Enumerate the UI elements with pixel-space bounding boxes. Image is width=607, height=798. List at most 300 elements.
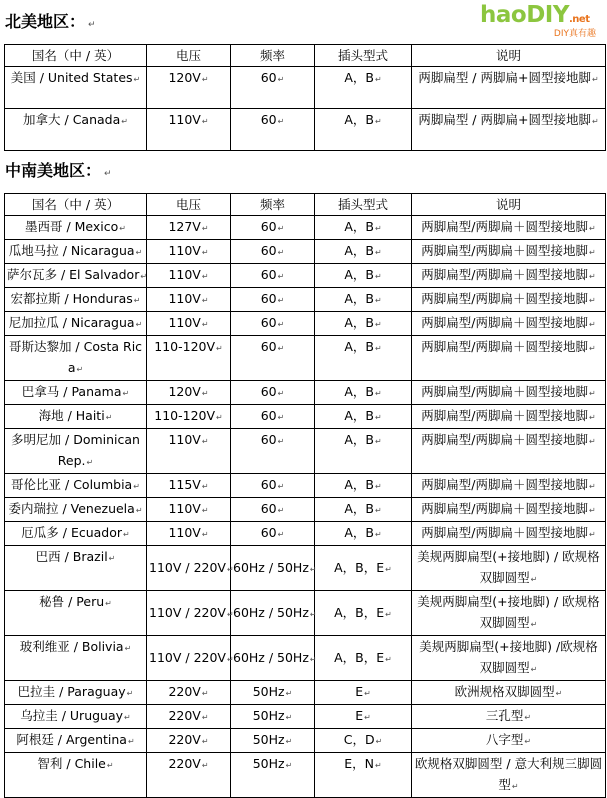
note-text: 两脚扁型/两脚扁＋圆型接地脚	[421, 219, 588, 234]
note-cell	[412, 474, 606, 498]
return-mark-icon: ↵	[589, 320, 596, 329]
voltage-cell	[147, 381, 231, 405]
table-row	[5, 381, 606, 405]
plug-type-cell	[315, 336, 412, 381]
country-cell	[5, 405, 147, 429]
country-cell	[5, 429, 147, 474]
logo-tagline: DIY真有趣	[553, 29, 596, 39]
country-text: 巴拿马 / Panama	[21, 384, 122, 399]
voltage-text: 220V	[168, 756, 201, 771]
country-text: 多明尼加 / Dominican Rep.	[11, 432, 140, 468]
country-text: 海地 / Haiti	[38, 408, 105, 423]
frequency-cell	[231, 681, 315, 705]
country-cell	[5, 498, 147, 522]
return-mark-icon: ↵	[201, 482, 209, 491]
plug-type-text: A，B	[344, 243, 374, 258]
voltage-text: 115V	[168, 477, 201, 492]
country-text: 哥斯达黎加 / Costa Rica	[8, 339, 143, 375]
frequency-text: 60	[260, 339, 277, 354]
note-text: 美规两脚扁型(+接地脚) / 欧规格双脚圆型	[417, 594, 600, 630]
return-mark-icon: ↵	[124, 713, 131, 722]
plug-type-text: A，B	[344, 501, 374, 516]
frequency-cell	[231, 288, 315, 312]
return-mark-icon: ↵	[374, 296, 382, 305]
frequency-cell	[231, 522, 315, 546]
frequency-text: 50Hz	[252, 756, 285, 771]
country-cell	[5, 636, 147, 681]
country-cell	[5, 546, 147, 591]
table-row	[5, 288, 606, 312]
return-mark-icon: ↵	[277, 344, 285, 353]
plug-type-text: A，B，E	[334, 604, 385, 620]
note-text: 两脚扁型/两脚扁＋圆型接地脚	[421, 291, 588, 306]
return-mark-icon: ↵	[277, 506, 285, 515]
return-mark-icon: ↵	[589, 506, 596, 515]
frequency-cell	[231, 312, 315, 336]
frequency-text: 60	[260, 384, 277, 399]
return-mark-icon: ↵	[589, 344, 596, 353]
plug-type-text: A，B	[344, 432, 374, 447]
note-cell	[412, 705, 606, 729]
frequency-text: 60	[260, 70, 277, 85]
return-mark-icon: ↵	[201, 248, 209, 257]
return-mark-icon: ↵	[589, 248, 596, 257]
voltage-cell	[147, 109, 231, 151]
table-row	[5, 109, 606, 151]
voltage-cell	[147, 474, 231, 498]
column-header: 插头型式	[315, 45, 412, 67]
frequency-cell	[231, 729, 315, 753]
country-text: 墨西哥 / Mexico	[24, 219, 119, 234]
return-mark-icon: ↵	[105, 413, 113, 422]
country-cell	[5, 381, 147, 405]
plug-type-text: A，B，E	[334, 649, 385, 665]
return-mark-icon: ↵	[375, 761, 382, 770]
frequency-text: 60	[260, 267, 277, 282]
return-mark-icon: ↵	[555, 689, 563, 698]
voltage-text: 110V / 220V	[149, 559, 226, 575]
plug-type-cell	[315, 67, 412, 109]
voltage-cell	[147, 522, 231, 546]
section-title-north-america	[5, 12, 96, 35]
frequency-text: 50Hz	[252, 708, 285, 723]
plug-type-text: A，B	[344, 384, 374, 399]
country-text: 萨尔瓦多 / El Salvador	[7, 267, 140, 282]
note-cell	[412, 498, 606, 522]
country-text: 尼加拉瓜 / Nicaragua	[8, 315, 135, 330]
column-header: 国名（中 / 英）	[5, 194, 147, 216]
return-mark-icon: ↵	[364, 689, 371, 698]
return-mark-icon: ↵	[135, 320, 143, 329]
frequency-cell	[231, 753, 315, 798]
return-mark-icon: ↵	[201, 117, 209, 126]
table-row	[5, 216, 606, 240]
column-header: 电压	[147, 45, 231, 67]
return-mark-icon: ↵	[86, 458, 94, 467]
plug-type-cell	[315, 474, 412, 498]
note-text: 两脚扁型 / 两脚扁+圆型接地脚	[418, 112, 591, 127]
return-mark-icon: ↵	[285, 761, 293, 770]
note-text: 两脚扁型/两脚扁＋圆型接地脚	[421, 432, 588, 447]
country-text: 智利 / Chile	[37, 756, 106, 771]
return-mark-icon: ↵	[104, 169, 112, 179]
plug-type-text: A，B	[344, 525, 374, 540]
table-row	[5, 522, 606, 546]
table-row	[5, 474, 606, 498]
return-mark-icon: ↵	[122, 389, 130, 398]
return-mark-icon: ↵	[589, 389, 596, 398]
return-mark-icon: ↵	[589, 530, 596, 539]
voltage-text: 120V	[168, 384, 201, 399]
plug-type-cell	[315, 381, 412, 405]
return-mark-icon: ↵	[591, 117, 599, 126]
return-mark-icon: ↵	[201, 437, 209, 446]
voltage-cell	[147, 288, 231, 312]
frequency-text: 60	[260, 525, 277, 540]
note-cell	[412, 264, 606, 288]
note-text: 两脚扁型/两脚扁＋圆型接地脚	[421, 315, 588, 330]
voltage-cell	[147, 336, 231, 381]
note-cell	[412, 522, 606, 546]
plug-type-text: A，B	[344, 339, 374, 354]
return-mark-icon: ↵	[127, 737, 135, 746]
note-cell	[412, 681, 606, 705]
return-mark-icon: ↵	[277, 248, 285, 257]
header-row	[5, 194, 606, 216]
frequency-cell	[231, 216, 315, 240]
plug-type-text: C，D	[343, 732, 375, 747]
note-text: 两脚扁型/两脚扁＋圆型接地脚	[421, 267, 588, 282]
frequency-text: 50Hz	[252, 684, 285, 699]
frequency-cell	[231, 636, 315, 681]
return-mark-icon: ↵	[76, 365, 84, 374]
table-row	[5, 498, 606, 522]
return-mark-icon: ↵	[589, 437, 596, 446]
country-cell	[5, 591, 147, 636]
logo-main-text: haoDIY	[480, 2, 569, 28]
frequency-cell	[231, 546, 315, 591]
note-text: 两脚扁型/两脚扁＋圆型接地脚	[421, 408, 588, 423]
frequency-cell	[231, 429, 315, 474]
note-cell	[412, 405, 606, 429]
voltage-cell	[147, 67, 231, 109]
return-mark-icon: ↵	[119, 224, 126, 233]
return-mark-icon: ↵	[201, 320, 209, 329]
column-header: 电压	[147, 194, 231, 216]
return-mark-icon: ↵	[530, 575, 538, 584]
frequency-cell	[231, 240, 315, 264]
frequency-text: 60Hz / 50Hz	[233, 649, 309, 665]
country-cell	[5, 109, 147, 151]
note-text: 两脚扁型/两脚扁＋圆型接地脚	[421, 525, 588, 540]
table-row	[5, 705, 606, 729]
country-cell	[5, 681, 147, 705]
country-text: 秘鲁 / Peru	[39, 594, 105, 609]
return-mark-icon: ↵	[385, 609, 392, 619]
logo-suffix: .net	[569, 14, 590, 25]
note-cell	[412, 429, 606, 474]
return-mark-icon: ↵	[364, 713, 371, 722]
frequency-cell	[231, 109, 315, 151]
plug-type-text: A，B	[344, 112, 374, 127]
country-cell	[5, 67, 147, 109]
return-mark-icon: ↵	[309, 609, 317, 619]
return-mark-icon: ↵	[133, 296, 141, 305]
voltage-cell	[147, 216, 231, 240]
note-cell	[412, 729, 606, 753]
frequency-text: 60	[260, 291, 277, 306]
note-text: 两脚扁型/两脚扁＋圆型接地脚	[421, 384, 588, 399]
plug-type-cell	[315, 705, 412, 729]
column-header: 插头型式	[315, 194, 412, 216]
plug-type-text: E	[355, 684, 364, 699]
plug-type-cell	[315, 216, 412, 240]
note-cell	[412, 312, 606, 336]
voltage-text: 110-120V	[154, 408, 216, 423]
voltage-text: 110V	[168, 267, 201, 282]
country-text: 瓜地马拉 / Nicaragua	[8, 243, 135, 258]
country-cell	[5, 312, 147, 336]
frequency-text: 60	[260, 432, 277, 447]
section-title-text: 中南美地区：	[5, 161, 102, 180]
column-header: 频率	[231, 45, 315, 67]
note-text: 两脚扁型 / 两脚扁+圆型接地脚	[418, 70, 591, 85]
return-mark-icon: ↵	[374, 530, 382, 539]
return-mark-icon: ↵	[277, 320, 285, 329]
return-mark-icon: ↵	[277, 530, 285, 539]
country-cell	[5, 288, 147, 312]
column-header: 国名（中 / 英）	[5, 45, 147, 67]
header-row	[5, 45, 606, 67]
return-mark-icon: ↵	[589, 296, 596, 305]
return-mark-icon: ↵	[589, 482, 596, 491]
voltage-cell	[147, 312, 231, 336]
country-text: 阿根廷 / Argentina	[16, 732, 127, 747]
country-cell	[5, 336, 147, 381]
plug-type-cell	[315, 109, 412, 151]
voltage-cell	[147, 546, 234, 591]
return-mark-icon: ↵	[277, 117, 285, 126]
return-mark-icon: ↵	[589, 413, 596, 422]
return-mark-icon: ↵	[201, 296, 209, 305]
return-mark-icon: ↵	[374, 117, 382, 126]
return-mark-icon: ↵	[135, 506, 143, 515]
table-row	[5, 405, 606, 429]
note-text: 三孔型	[485, 708, 524, 723]
return-mark-icon: ↵	[374, 506, 382, 515]
plug-type-cell	[315, 264, 412, 288]
voltage-cell	[147, 591, 234, 636]
return-mark-icon: ↵	[201, 761, 209, 770]
frequency-cell	[231, 474, 315, 498]
country-text: 加拿大 / Canada	[23, 112, 121, 127]
frequency-text: 60Hz / 50Hz	[233, 559, 309, 575]
frequency-cell	[231, 591, 315, 636]
note-cell	[412, 240, 606, 264]
voltage-text: 110V	[168, 525, 201, 540]
return-mark-icon: ↵	[201, 506, 209, 515]
country-cell	[5, 474, 147, 498]
plug-type-cell	[315, 312, 412, 336]
plug-type-text: A，B	[344, 267, 374, 282]
voltage-cell	[147, 729, 231, 753]
return-mark-icon: ↵	[385, 564, 392, 574]
frequency-text: 50Hz	[252, 732, 285, 747]
note-cell	[412, 109, 606, 151]
note-cell	[412, 546, 606, 591]
column-header: 说明	[412, 45, 606, 67]
return-mark-icon: ↵	[589, 224, 596, 233]
country-cell	[5, 753, 147, 798]
return-mark-icon: ↵	[201, 272, 209, 281]
plug-type-cell	[315, 405, 412, 429]
return-mark-icon: ↵	[511, 782, 519, 791]
return-mark-icon: ↵	[124, 644, 132, 653]
frequency-cell	[231, 381, 315, 405]
return-mark-icon: ↵	[374, 272, 382, 281]
return-mark-icon: ↵	[277, 75, 285, 84]
table-row	[5, 681, 606, 705]
return-mark-icon: ↵	[277, 272, 285, 281]
voltage-cell	[147, 264, 231, 288]
voltage-text: 110V	[168, 243, 201, 258]
plug-type-cell	[315, 753, 412, 798]
note-text: 两脚扁型/两脚扁＋圆型接地脚	[421, 339, 588, 354]
return-mark-icon: ↵	[277, 482, 285, 491]
latin-america-table	[4, 193, 606, 798]
note-cell	[412, 636, 606, 681]
return-mark-icon: ↵	[108, 554, 116, 563]
return-mark-icon: ↵	[285, 713, 293, 722]
country-cell	[5, 729, 147, 753]
return-mark-icon: ↵	[106, 761, 114, 770]
voltage-text: 127V	[168, 219, 201, 234]
frequency-cell	[231, 67, 315, 109]
return-mark-icon: ↵	[530, 620, 538, 629]
return-mark-icon: ↵	[201, 737, 209, 746]
voltage-cell	[147, 429, 231, 474]
table-row	[5, 429, 606, 474]
country-text: 巴西 / Brazil	[35, 549, 108, 564]
return-mark-icon: ↵	[277, 296, 285, 305]
return-mark-icon: ↵	[133, 482, 140, 491]
return-mark-icon: ↵	[88, 20, 96, 30]
frequency-cell	[231, 498, 315, 522]
voltage-cell	[147, 681, 231, 705]
voltage-cell	[147, 636, 234, 681]
frequency-text: 60	[260, 408, 277, 423]
table-row	[5, 312, 606, 336]
table-row	[5, 67, 606, 109]
section-title-text: 北美地区：	[5, 12, 86, 31]
plug-type-text: A，B	[344, 315, 374, 330]
note-cell	[412, 288, 606, 312]
frequency-text: 60	[260, 243, 277, 258]
table-row	[5, 546, 606, 591]
voltage-cell	[147, 240, 231, 264]
frequency-cell	[231, 336, 315, 381]
return-mark-icon: ↵	[126, 689, 134, 698]
voltage-cell	[147, 753, 231, 798]
voltage-cell	[147, 705, 231, 729]
plug-type-cell	[315, 636, 412, 681]
plug-type-text: E	[355, 708, 364, 723]
plug-type-text: A，B	[344, 70, 374, 85]
table-row	[5, 264, 606, 288]
return-mark-icon: ↵	[374, 320, 382, 329]
voltage-text: 110V	[168, 432, 201, 447]
note-text: 美规两脚扁型(+接地脚) /欧规格双脚圆型	[419, 639, 598, 675]
plug-type-cell	[315, 729, 412, 753]
plug-type-cell	[315, 240, 412, 264]
note-text: 八字型	[485, 732, 524, 747]
return-mark-icon: ↵	[201, 530, 209, 539]
country-text: 巴拉圭 / Paraguay	[17, 684, 126, 699]
return-mark-icon: ↵	[589, 272, 596, 281]
return-mark-icon: ↵	[309, 564, 317, 574]
table-row	[5, 591, 606, 636]
return-mark-icon: ↵	[375, 737, 383, 746]
return-mark-icon: ↵	[201, 713, 209, 722]
voltage-text: 110V	[168, 501, 201, 516]
return-mark-icon: ↵	[133, 75, 141, 84]
voltage-text: 110V	[168, 112, 201, 127]
return-mark-icon: ↵	[121, 117, 128, 126]
plug-type-cell	[315, 498, 412, 522]
note-cell	[412, 381, 606, 405]
return-mark-icon: ↵	[201, 689, 209, 698]
frequency-text: 60Hz / 50Hz	[233, 604, 309, 620]
voltage-text: 220V	[168, 684, 201, 699]
frequency-cell	[231, 705, 315, 729]
note-text: 美规两脚扁型(+接地脚) / 欧规格双脚圆型	[417, 549, 600, 585]
country-text: 乌拉圭 / Uruguay	[20, 708, 124, 723]
return-mark-icon: ↵	[285, 689, 293, 698]
return-mark-icon: ↵	[530, 665, 538, 674]
site-logo	[480, 2, 604, 40]
return-mark-icon: ↵	[309, 654, 317, 664]
note-cell	[412, 753, 606, 798]
country-text: 美国 / United States	[10, 70, 133, 85]
table-row	[5, 753, 606, 798]
country-cell	[5, 705, 147, 729]
return-mark-icon: ↵	[524, 713, 532, 722]
return-mark-icon: ↵	[385, 654, 392, 664]
voltage-text: 110V	[168, 315, 201, 330]
plug-type-cell	[315, 591, 412, 636]
return-mark-icon: ↵	[135, 248, 143, 257]
return-mark-icon: ↵	[277, 437, 285, 446]
plug-type-cell	[315, 681, 412, 705]
note-cell	[412, 591, 606, 636]
return-mark-icon: ↵	[216, 344, 223, 353]
plug-type-text: A，B	[344, 408, 374, 423]
return-mark-icon: ↵	[277, 413, 285, 422]
plug-type-text: A，B	[344, 477, 374, 492]
plug-type-text: A，B，E	[334, 559, 385, 575]
table-row	[5, 729, 606, 753]
voltage-text: 220V	[168, 708, 201, 723]
return-mark-icon: ↵	[374, 224, 382, 233]
note-text: 欧洲规格双脚圆型	[454, 684, 555, 699]
note-text: 两脚扁型/两脚扁＋圆型接地脚	[421, 501, 588, 516]
frequency-text: 60	[260, 477, 277, 492]
return-mark-icon: ↵	[591, 75, 599, 84]
frequency-text: 60	[260, 219, 277, 234]
plug-type-text: E，N	[344, 756, 375, 771]
note-text: 两脚扁型/两脚扁＋圆型接地脚	[421, 243, 588, 258]
voltage-text: 110-120V	[154, 339, 216, 354]
